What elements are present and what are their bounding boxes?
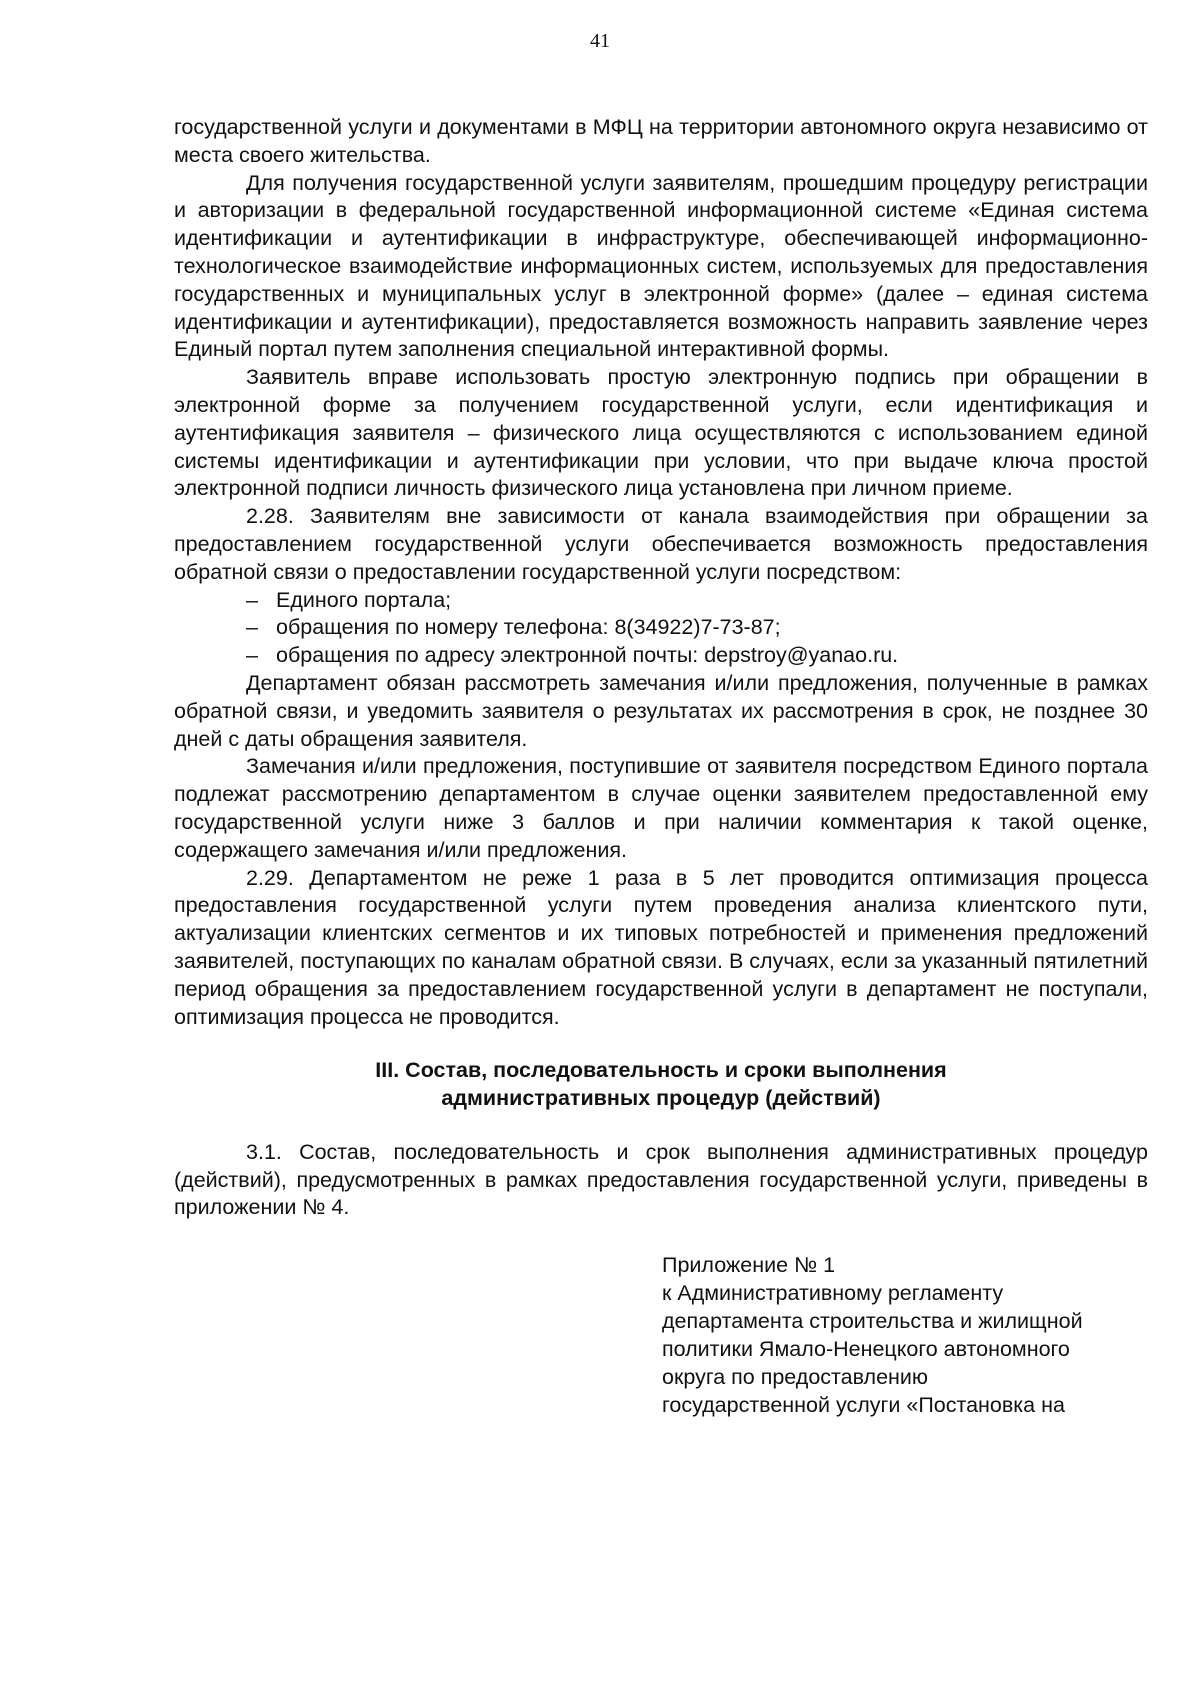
paragraph-2-28-feedback: 2.28. Заявителям вне зависимости от канала взаимодействия при обращении за предоставлением государственной услуги обеспечивается возможность предоставления обратной связи о предоставлении государственной услуги посредством: [174,504,1148,584]
appendix-line: политики Ямало-Ненецкого автономного [662,1337,1070,1362]
list-item-text: Единого портала; [276,587,452,612]
appendix-line: департамента строительства и жилищной [662,1309,1083,1334]
section-title [174,1057,1148,1113]
appendix-line: округа по предоставлению [662,1365,929,1390]
paragraph-continuation: государственной услуги и документами в МФЦ на территории автономного округа независимо от места своего жительства. [174,115,1148,167]
page-number: 41 [590,30,610,52]
list-item-text: обращения по адресу электронной почты: depstroy@yanao.ru. [276,643,899,668]
paragraph-portal-remarks: Замечания и/или предложения, поступившие от заявителя посредством Единого портала подлежат рассмотрению департаментом в случае оценки заявителем предоставленной ему государственной услуги ниже 3 баллов и при наличии комментария к такой оценке, содержащего замечания и/или предложения. [174,754,1148,862]
appendix-block [662,1251,1148,1419]
section-title-line-1: III. Состав, последовательность и сроки выполнения [375,1058,947,1083]
appendix-line: государственной услуги «Постановка на [662,1393,1065,1418]
paragraph-unified-identification: Для получения государственной услуги заявителям, прошедшим процедуру регистрации и авторизации в федеральной государственной информационной системе «Единая система идентификации и аутентификации в инфраструктуре, обеспечивающей информационно-технологическое взаимодействие информационных систем, используемых для предоставления государственных и муниципальных услуг в электронной форме» (далее – единая система идентификации и аутентификации), предоставляется возможность направить заявление через Единый портал путем заполнения специальной интерактивной формы. [174,170,1148,362]
document-body [174,114,1148,1419]
list-item [174,587,1148,615]
paragraph-electronic-signature: Заявитель вправе использовать простую электронную подпись при обращении в электронной форме за получением государственной услуги, если идентификация и аутентификация заявителя – физического лица осуществляются с использованием единой системы идентификации и аутентификации при условии, что при выдаче ключа простой электронной подписи личность физического лица установлена при личном приеме. [174,365,1148,501]
paragraph-2-29-optimization: 2.29. Департаментом не реже 1 раза в 5 лет проводится оптимизация процесса предоставления государственной услуги путем проведения анализа клиентского пути, актуализации клиентских сегментов и их типовых потребностей и применения предложений заявителей, поступающих по каналам обратной связи. В случаях, если за указанный пятилетний период обращения за предоставлением государственной услуги в департамент не поступали, оптимизация процесса не проводится. [174,865,1148,1029]
list-item [174,614,1148,642]
appendix-line: Приложение № 1 [662,1253,836,1278]
list-item [174,642,1148,670]
list-item-text: обращения по номеру телефона: 8(34922)7-73-87; [276,615,781,640]
feedback-channels-list [174,587,1148,670]
dash-marker: – [246,587,258,612]
appendix-line: к Административному регламенту [662,1281,1004,1306]
paragraph-department-obligation: Департамент обязан рассмотреть замечания и/или предложения, полученные в рамках обратной связи, и уведомить заявителя о результатах их рассмотрения в срок, не позднее 30 дней с даты обращения заявителя. [174,670,1148,751]
section-title-line-2: административных процедур (действий) [441,1086,881,1111]
dash-marker: – [246,615,258,640]
paragraph-3-1: 3.1. Состав, последовательность и срок выполнения административных процедур (действий), предусмотренных в рамках предоставления государственной услуги, приведены в приложении № 4. [174,1139,1148,1220]
dash-marker: – [246,643,258,668]
